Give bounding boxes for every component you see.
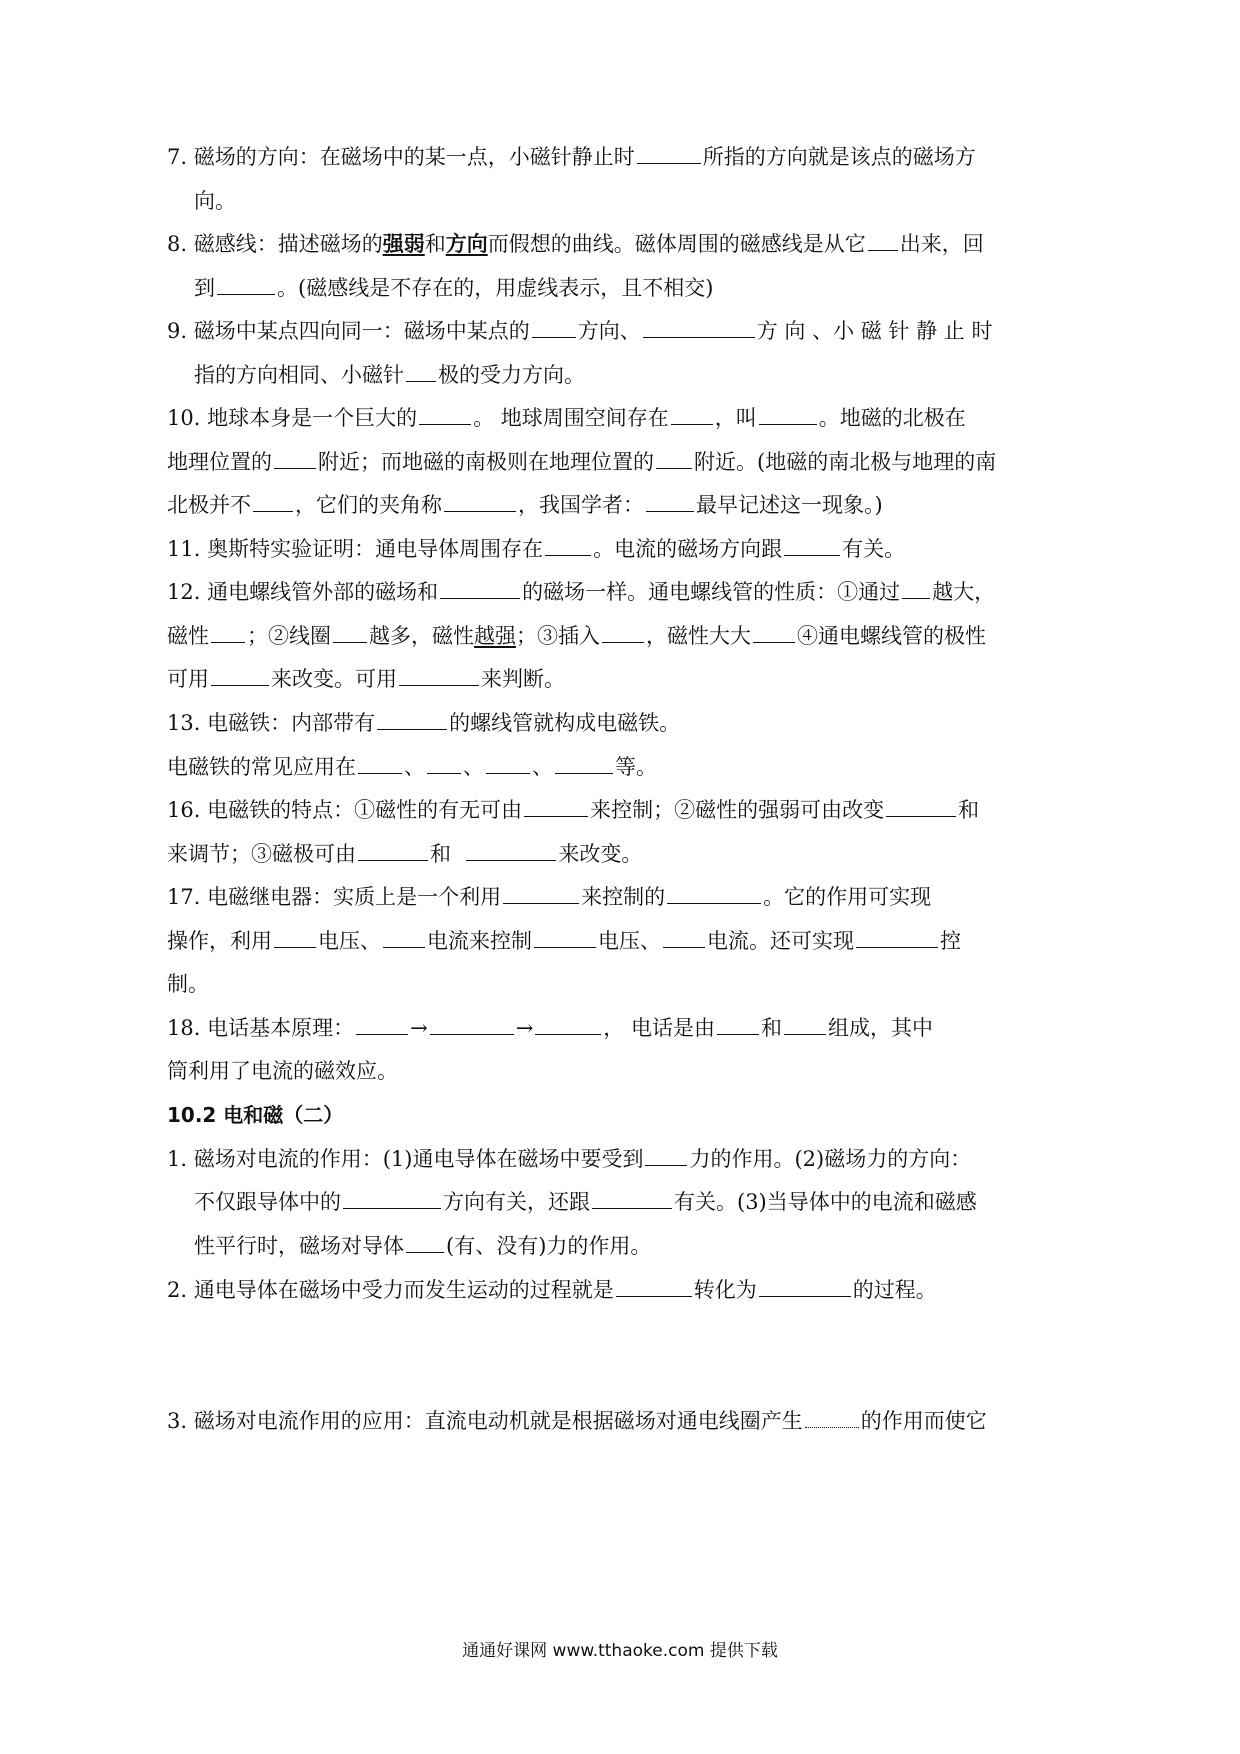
item-10-text-cont: 附近；而地磁的南极则在地理位置的 [318,450,654,474]
item-8-text-cont: 和 [424,232,446,256]
section-item-2-text-cont: 的过程。 [852,1278,937,1302]
item-9-text-cont: 方 向 、小 磁 针 静 止 时 [756,319,993,343]
item-8-text-cont: 。(磁感线是不存在的，用虚线表示，且不相交) [277,276,714,300]
fill-blank[interactable] [343,1188,441,1209]
item-17-text-cont: 操作，利用 [167,929,272,953]
section-item-2-text-cont: 转化为 [693,1278,757,1302]
separator: 、 [463,755,484,779]
section-item-1-line-3 [194,1231,651,1261]
separator: 、 [532,755,553,779]
section-item-1-line-1 [167,1144,971,1174]
item-9-text-cont: 方向、 [577,319,641,343]
item-9-text: 9. 磁场中某点四向同一：磁场中某点的 [167,319,530,343]
item-13-text-cont: 电磁铁的常见应用在 [167,755,356,779]
item-7-text-cont: 向。 [194,189,236,213]
item-12-text-cont: 可用 [167,667,209,691]
item-12-text-cont: 磁性 [167,624,209,648]
item-13-text: 13. 电磁铁：内部带有 [167,711,376,735]
item-12-line-1 [167,577,995,607]
item-10-text-cont: 附近。(地磁的南北极与地理的南 [694,450,997,474]
item-13-line-1 [167,708,680,738]
item-17-text-cont: 制。 [167,972,209,996]
item-17-line-2 [167,926,961,956]
item-18-line-2 [167,1056,398,1086]
fill-blank[interactable] [535,1014,601,1035]
fill-blank[interactable] [430,1014,514,1035]
item-10-line-1 [167,403,966,433]
item-12-text-cont: 越大， [932,580,996,604]
fill-blank[interactable] [427,753,461,774]
section-item-3 [167,1406,987,1436]
item-16-line-2 [167,839,642,869]
item-11-text-cont: 。电流的磁场方向跟 [593,537,783,561]
section-item-1-line-2 [194,1187,977,1217]
section-item-1-text-cont: (有、没有)力的作用。 [446,1234,652,1258]
fill-blank[interactable] [524,796,588,817]
item-11-text: 11. 奥斯特实验证明：通电导体周围存在 [167,537,544,561]
item-8-text: 8. 磁感线：描述磁场的 [167,232,383,256]
item-10-text-cont: ，我国学者： [518,493,644,517]
fill-blank[interactable] [784,1014,826,1035]
item-16-line-1 [167,795,979,825]
item-8-line-2 [194,273,713,303]
item-7-line-1 [167,142,976,172]
fill-blank[interactable] [333,622,367,643]
item-12-text-cont: ④通电螺线管的极性 [797,624,986,648]
fill-blank[interactable] [784,535,840,556]
item-9-line-1 [167,316,992,346]
item-12-text-cont: ；②线圈 [247,624,331,648]
fill-blank[interactable] [211,622,245,643]
item-12-text-cont: 越多，磁性 [369,624,474,648]
fill-blank[interactable] [759,404,817,425]
keyword-direction: 方向 [445,231,488,256]
fill-blank[interactable] [503,883,579,904]
fill-blank[interactable] [637,143,701,164]
item-17-text-cont: 电压、 [598,929,661,953]
item-17-line-1 [167,882,931,912]
keyword-strength: 强弱 [382,231,425,256]
section-item-1-text-cont: 力的作用。(2)磁场力的方向： [689,1147,972,1171]
fill-blank[interactable] [645,1145,687,1166]
item-16-text-cont: 来控制；②磁性的强弱可由改变 [590,798,885,822]
section-item-1-text: 1. 磁场对电流的作用：(1)通电导体在磁场中要受到 [167,1147,644,1171]
keyword-stronger: 越强 [474,624,516,648]
fill-blank[interactable] [399,665,479,686]
fill-blank[interactable] [656,448,692,469]
item-10-text: 10. 地球本身是一个巨大的 [167,406,418,430]
fill-blank[interactable] [602,622,644,643]
fill-blank[interactable] [717,1014,759,1035]
fill-blank[interactable] [616,1276,692,1297]
item-16-text-cont: 来调节；③磁极可由 [167,842,356,866]
item-7-line-2 [194,186,236,216]
item-12-text-cont: ，磁性大大 [646,624,751,648]
fill-blank[interactable] [592,1188,672,1209]
item-10-text-cont: ，叫 [714,406,757,430]
item-12-text-cont: ；③插入 [516,624,600,648]
section-item-2-text: 2. 通电导体在磁场中受力而发生运动的过程就是 [167,1278,614,1302]
fill-blank[interactable] [868,230,898,251]
item-12-line-2 [167,621,986,651]
item-10-text-cont: 北极并不 [167,493,251,517]
fill-blank[interactable] [211,665,269,686]
fill-blank[interactable] [406,1232,444,1253]
fill-blank[interactable] [358,753,402,774]
item-12-text: 12. 通电螺线管外部的磁场和 [167,580,439,604]
fill-blank[interactable] [759,1276,851,1297]
fill-blank[interactable] [646,491,694,512]
fill-blank[interactable] [753,622,795,643]
item-10-text-cont: 最早记述这一现象。) [696,493,883,517]
item-8-text-cont: 出来，回 [899,232,984,256]
fill-blank[interactable] [886,796,956,817]
item-10-text-cont: 。地磁的北极在 [818,406,966,430]
item-7-text-cont: 所指的方向就是该点的磁场方 [702,145,976,169]
item-17-text-cont: 电流。还可实现 [707,929,854,953]
item-11-text-cont: 有关。 [842,537,906,561]
item-16-text-cont: 和 [958,798,980,822]
section-heading [167,1100,343,1130]
item-17-text: 17. 电磁继电器：实质上是一个利用 [167,885,502,909]
fill-blank[interactable] [466,840,556,861]
fill-blank[interactable] [555,753,613,774]
item-18-text: 18. 电话基本原理： [167,1016,355,1040]
fill-blank[interactable] [377,709,447,730]
item-10-line-3 [167,490,883,520]
separator: 、 [404,755,425,779]
fill-blank[interactable] [486,753,530,774]
item-18-line-1 [167,1013,933,1043]
section-item-1-text-cont: 有关。(3)当导体中的电流和磁感 [674,1190,977,1214]
fill-blank[interactable] [274,927,316,948]
item-17-text-cont: 控 [940,929,961,953]
item-16-text: 16. 电磁铁的特点：①磁性的有无可由 [167,798,523,822]
fill-blank[interactable] [805,1407,859,1428]
item-10-line-2 [167,447,996,477]
item-18-text-cont: 筒利用了电流的磁效应。 [167,1059,398,1083]
section-item-1-text-cont: 方向有关，还跟 [443,1190,590,1214]
fill-blank[interactable] [444,491,516,512]
arrow-icon: → [515,1016,534,1040]
item-8-line-1 [167,229,984,259]
arrow-icon: → [410,1016,428,1040]
fill-blank[interactable] [545,535,591,556]
item-8-text-cont: 到 [194,276,215,300]
fill-blank[interactable] [856,927,938,948]
item-17-text-cont: 来控制的 [581,885,666,909]
item-8-text-cont: 而假想的曲线。磁体周围的磁感线是从它 [487,232,866,256]
section-item-3-text: 3. 磁场对电流作用的应用：直流电动机就是根据磁场对通电线圈产生 [167,1409,803,1433]
fill-blank[interactable] [217,274,275,295]
item-10-text-cont: 地理位置的 [167,450,272,474]
fill-blank[interactable] [667,883,761,904]
item-13-text-cont: 等。 [615,755,657,779]
item-10-text-cont: 。 地球周围空间存在 [473,406,669,430]
item-17-text-cont: 。它的作用可实现 [763,885,932,909]
item-13-line-2 [167,752,657,782]
fill-blank[interactable] [253,491,293,512]
item-11 [167,534,905,564]
fill-blank[interactable] [902,578,930,599]
item-9-text-cont: 指的方向相同、小磁针 [194,363,404,387]
fill-blank[interactable] [406,361,436,382]
fill-blank[interactable] [419,404,471,425]
item-9-text-cont: 极的受力方向。 [438,363,585,387]
item-18-text-cont: 组成，其中 [827,1016,933,1040]
item-17-text-cont: 电流来控制 [427,929,532,953]
item-10-text-cont: ，它们的夹角称 [295,493,442,517]
fill-blank[interactable] [383,927,425,948]
fill-blank[interactable] [643,317,755,338]
section-item-1-text-cont: 不仅跟导体中的 [194,1190,341,1214]
fill-blank[interactable] [671,404,713,425]
fill-blank[interactable] [274,448,316,469]
item-18-text-cont: ， 电话是由 [603,1016,715,1040]
item-16-text-cont: 和 [430,842,451,866]
item-17-line-3 [167,969,209,999]
fill-blank[interactable] [532,317,576,338]
fill-blank[interactable] [356,1014,408,1035]
item-9-line-2 [194,360,585,390]
item-16-text-cont: 来改变。 [558,842,643,866]
item-13-text-cont: 的螺线管就构成电磁铁。 [449,711,681,735]
item-12-text-cont: 的磁场一样。通电螺线管的性质：①通过 [522,580,901,604]
item-17-text-cont: 电压、 [318,929,381,953]
item-12-text-cont: 来改变。可用 [271,667,397,691]
fill-blank[interactable] [358,840,428,861]
section-item-2 [167,1275,937,1305]
section-item-3-text-cont: 的作用而使它 [860,1409,987,1433]
page-footer: 通通好课网 www.tthaoke.com 提供下载 [462,1641,778,1661]
item-7-text: 7. 磁场的方向：在磁场中的某一点，小磁针静止时 [167,145,635,169]
item-12-text-cont: 来判断。 [481,667,565,691]
section-title: 10.2 电和磁（二） [167,1103,344,1127]
section-item-1-text-cont: 性平行时，磁场对导体 [194,1234,404,1258]
fill-blank[interactable] [440,578,520,599]
item-12-line-3 [167,664,565,694]
item-18-text-cont: 和 [760,1016,782,1040]
fill-blank[interactable] [663,927,705,948]
fill-blank[interactable] [534,927,596,948]
